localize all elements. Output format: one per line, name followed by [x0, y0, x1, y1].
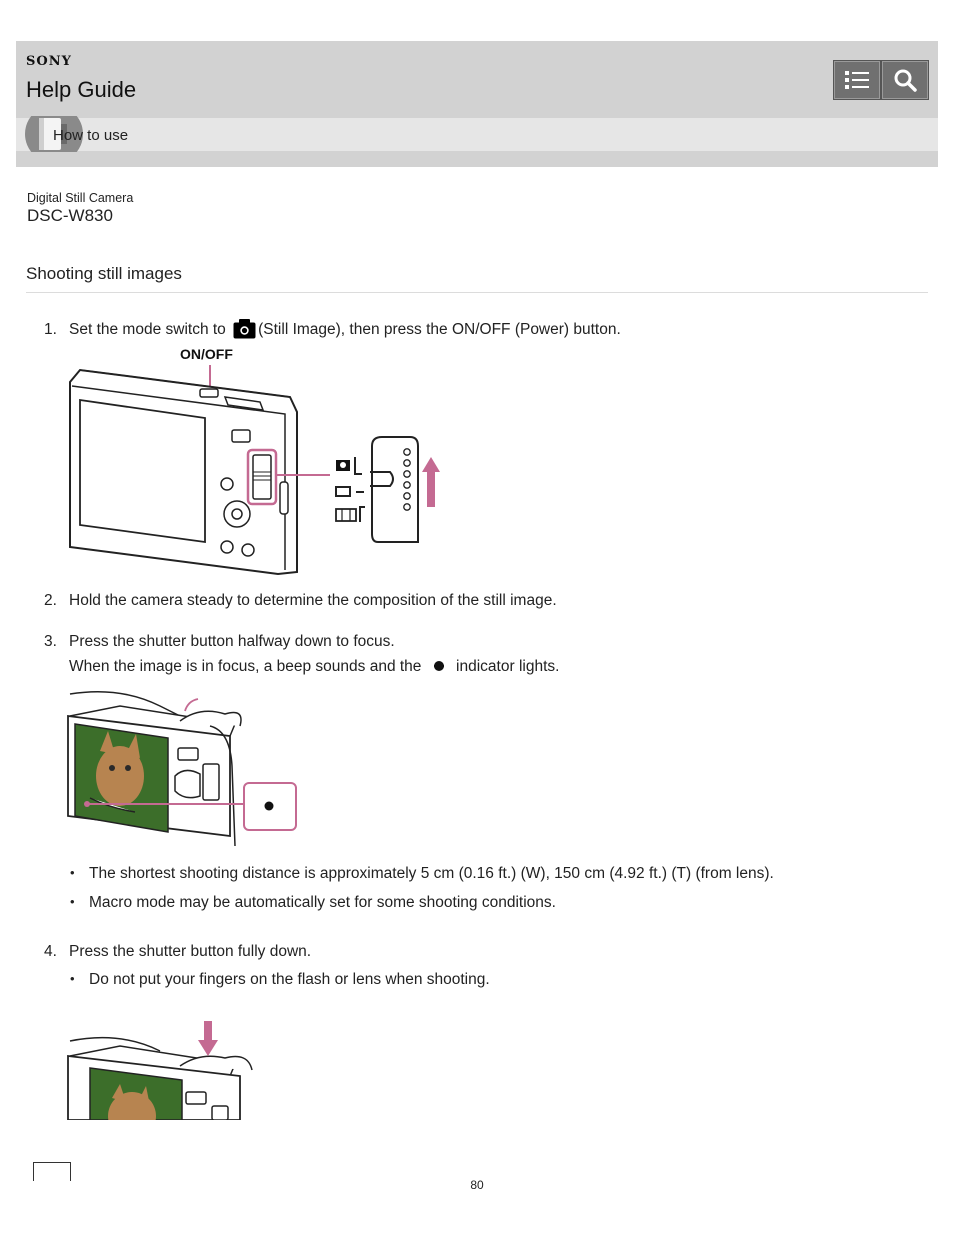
- list-icon: [844, 69, 870, 91]
- menu-button[interactable]: [833, 60, 881, 100]
- product-category: Digital Still Camera: [27, 191, 134, 205]
- step-1-text-before: Set the mode switch to: [69, 321, 226, 338]
- step-4: [44, 943, 311, 961]
- header-bar: [16, 41, 938, 167]
- page-number: 80: [470, 1178, 484, 1192]
- step-3-subtext: [69, 658, 559, 676]
- step-number: 3.: [44, 633, 57, 650]
- step-2: [44, 592, 557, 610]
- search-button[interactable]: [881, 60, 929, 100]
- focus-indicator-icon: [432, 659, 446, 673]
- page-title: Shooting still images: [26, 264, 182, 283]
- camera-mode-switch-illustration: [60, 342, 460, 578]
- step-3-text: Press the shutter button halfway down to focus.: [69, 633, 395, 650]
- camera-icon: [233, 318, 256, 339]
- step-3-sub-before: When the image is in focus, a beep sounds and the: [69, 658, 422, 675]
- step-number: 1.: [44, 321, 57, 338]
- step-3-note-1: • The shortest shooting distance is approximately 5 cm (0.16 ft.) (W), 150 cm (4.92 ft.) (T) (from lens).: [70, 865, 774, 883]
- help-guide-title[interactable]: Help Guide: [26, 77, 137, 102]
- step-4-text: Press the shutter button fully down.: [69, 943, 312, 960]
- breadcrumb-bar: [16, 118, 938, 151]
- breadcrumb-how-to-use[interactable]: How to use: [53, 127, 129, 144]
- step-3: [44, 633, 395, 651]
- step-number: 2.: [44, 592, 57, 609]
- search-icon: [893, 68, 917, 92]
- step-number: 4.: [44, 943, 57, 960]
- step-3-sub-after: indicator lights.: [456, 658, 560, 675]
- on-off-label: ON/OFF: [180, 346, 233, 362]
- step-1: [44, 318, 621, 339]
- shutter-half-press-illustration: [60, 686, 310, 856]
- step-2-text: Hold the camera steady to determine the composition of the still image.: [69, 592, 557, 609]
- step-1-text-after: (Still Image), then press the ON/OFF (Power) button.: [258, 321, 621, 338]
- shutter-full-press-illustration: [60, 1016, 260, 1120]
- step-4-note-1: • Do not put your fingers on the flash or lens when shooting.: [70, 971, 490, 989]
- product-model: DSC-W830: [27, 206, 113, 225]
- title-divider: [26, 292, 928, 293]
- step-3-note-2: • Macro mode may be automatically set for some shooting conditions.: [70, 894, 556, 912]
- sony-logo: SONY: [26, 54, 72, 69]
